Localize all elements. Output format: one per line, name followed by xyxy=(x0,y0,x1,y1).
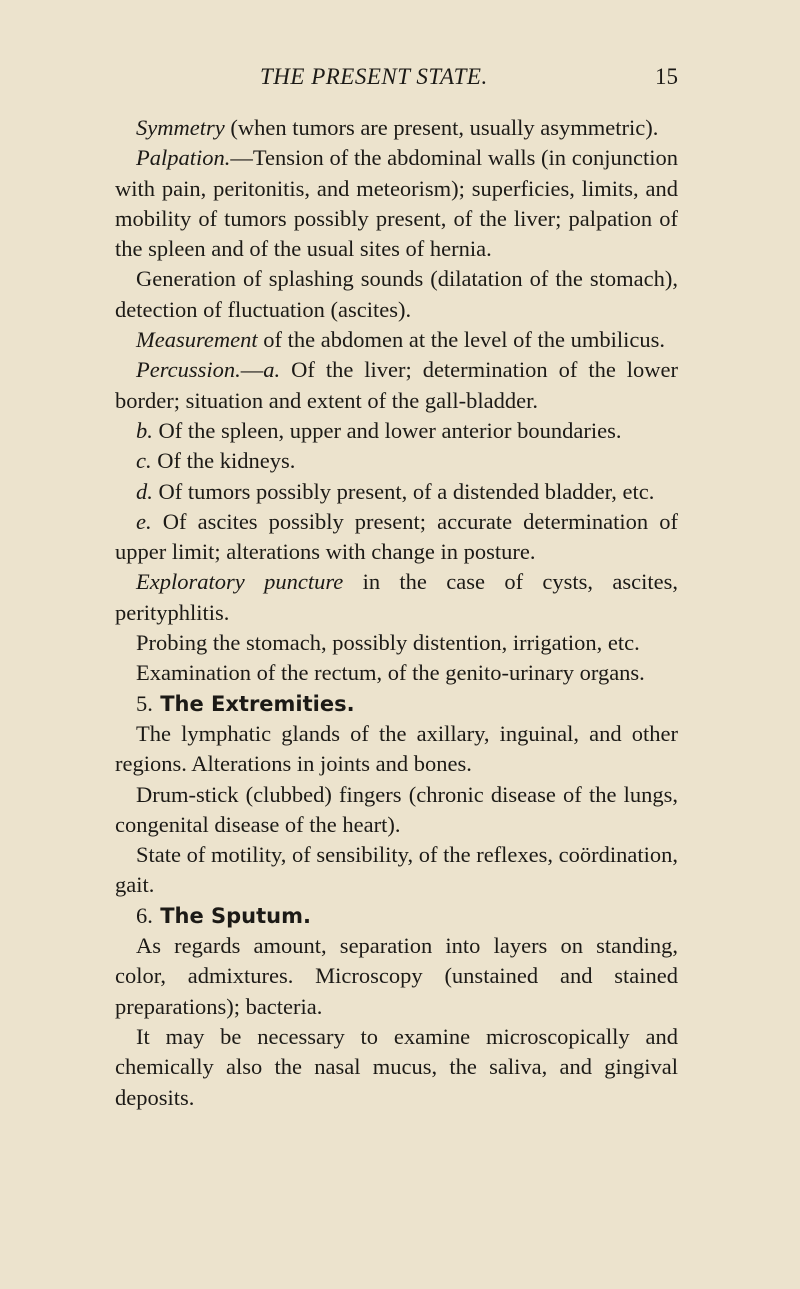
paragraph-text: Of tumors possibly present, of a distended bladder, etc. xyxy=(152,478,655,504)
paragraph-text: Of ascites possibly present; accurate determination of upper limit; alterations with change in posture. xyxy=(115,508,678,565)
paragraph-item-c xyxy=(115,446,678,476)
paragraph-percussion xyxy=(115,355,678,416)
paragraph-text: in the case of cysts, ascites, perityphlitis. xyxy=(115,569,678,625)
paragraph-exploratory xyxy=(115,567,678,628)
page-body xyxy=(115,113,678,1113)
paragraph-item-d xyxy=(115,477,678,507)
page-number: 15 xyxy=(655,64,678,89)
term-percussion: Percussion. xyxy=(136,357,241,383)
running-title: THE PRESENT STATE. xyxy=(260,64,488,89)
section-number: 6. xyxy=(136,902,153,928)
item-letter: b. xyxy=(136,417,153,443)
section-title: The Sputum. xyxy=(160,903,311,928)
term-measurement: Measurement xyxy=(136,327,258,353)
paragraph-nasal-mucus: It may be necessary to examine microscopically and chemically also the nasal mucus, the saliva, and gingival deposits. xyxy=(115,1023,678,1110)
paragraph-text: Generation of splashing sounds (dilatation of the stomach), detection of fluctuation (ascites). xyxy=(115,266,678,322)
paragraph-palpation xyxy=(115,143,678,264)
item-letter: d. xyxy=(136,478,153,504)
paragraph-text: (when tumors are present, usually asymmetric). xyxy=(224,115,659,140)
paragraph-text: —Tension of the abdominal walls (in conjunction with pain, peritonitis, and meteorism); superficies, limits, and mobility of tumors possibly present, of the liver; palpation of the spleen and of the usual sites of hernia. xyxy=(115,145,678,262)
item-letter: e. xyxy=(136,508,152,534)
paragraph-rectum xyxy=(115,658,678,688)
paragraph-measurement xyxy=(115,325,678,355)
paragraph-item-e xyxy=(115,507,678,568)
term-symmetry: Symmetry xyxy=(136,115,225,140)
section-heading-extremities xyxy=(115,689,678,719)
paragraph-motility: State of motility, of sensibility, of the reflexes, coördination, gait. xyxy=(115,842,678,898)
paragraph-item-b xyxy=(115,416,678,446)
running-head xyxy=(115,60,678,94)
term-exploratory-puncture: Exploratory puncture xyxy=(136,569,344,595)
term-palpation: Palpation. xyxy=(136,145,231,171)
section-heading-sputum xyxy=(115,901,678,931)
paragraph-splashing xyxy=(115,264,678,325)
item-letter: c. xyxy=(136,448,152,474)
section-title: The Extremities. xyxy=(160,691,355,716)
paragraph-probing xyxy=(115,628,678,658)
paragraph-text: Of the spleen, upper and lower anterior boundaries. xyxy=(152,417,622,443)
paragraph-text: Of the liver; determination of the lower border; situation and extent of the gall-bladder. xyxy=(115,357,678,413)
paragraph-text: Probing the stomach, possibly distention, irrigation, etc. xyxy=(136,630,640,656)
paragraph-amount: As regards amount, separation into layers on standing, color, admixtures. Microscopy (unstained and stained preparations); bacteria. xyxy=(115,933,678,1019)
paragraph-symmetry xyxy=(115,113,678,143)
paragraph-text: Of the kidneys. xyxy=(151,448,296,474)
paragraph-drum-stick: Drum-stick (clubbed) fingers (chronic disease of the lungs, congenital disease of the heart). xyxy=(115,781,678,837)
paragraph-text: — xyxy=(240,357,264,383)
paragraph-lymphatic: The lymphatic glands of the axillary, inguinal, and other regions. Alterations in joints and bones. xyxy=(115,720,678,777)
paragraph-text: of the abdomen at the level of the umbilicus. xyxy=(257,327,666,353)
section-number: 5. xyxy=(136,690,153,716)
paragraph-text: Examination of the rectum, of the genito-urinary organs. xyxy=(136,660,645,686)
item-letter: a. xyxy=(263,357,281,383)
